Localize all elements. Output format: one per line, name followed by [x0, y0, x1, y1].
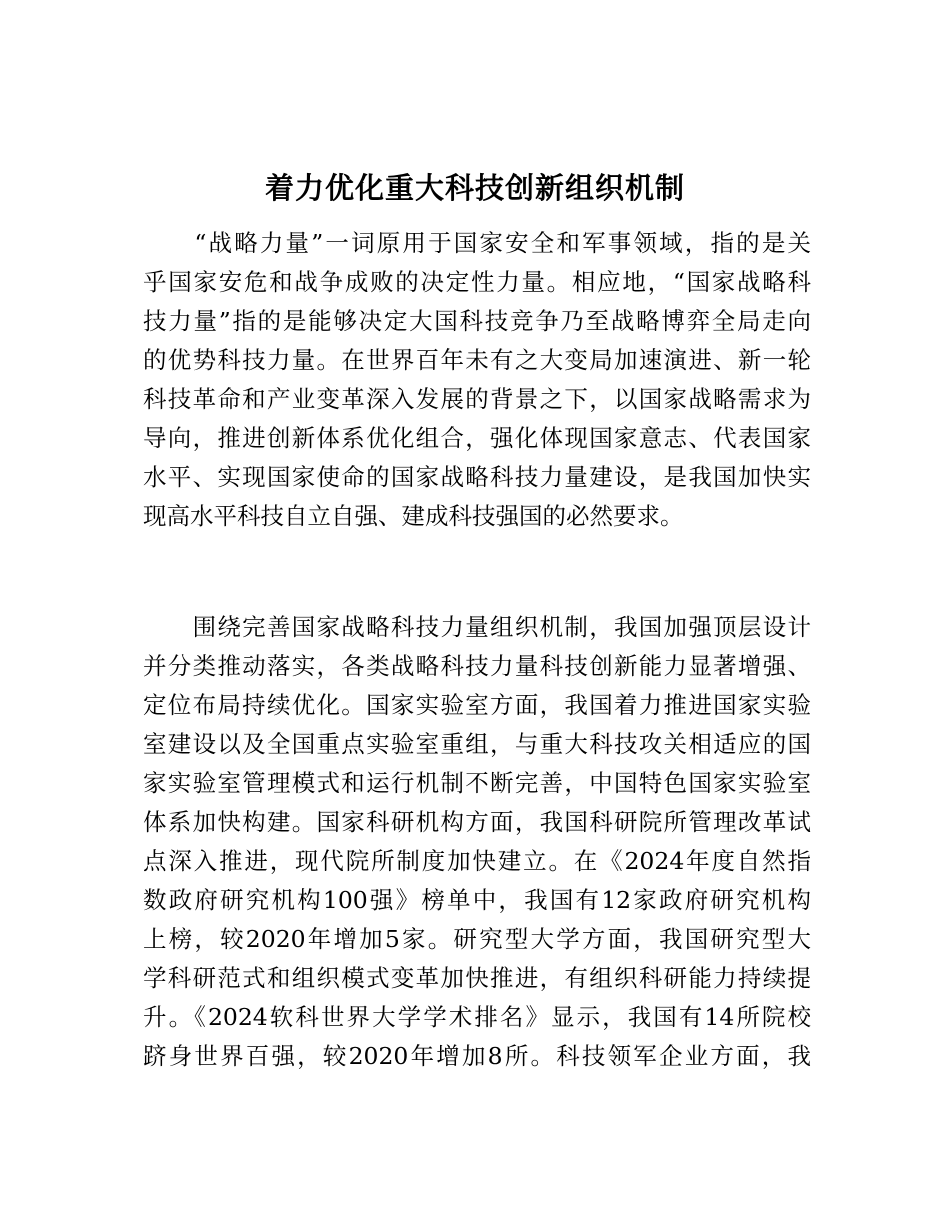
text-line: 家实验室管理模式和运行机制不断完善，中国特色国家实验室 — [143, 769, 811, 797]
text-line: 室建设以及全国重点实验室重组，与重大科技攻关相适应的国 — [143, 730, 811, 758]
text-line: 科技革命和产业变革深入发展的背景之下，以国家战略需求为 — [143, 385, 811, 413]
text-line: “战略力量”一词原用于国家安全和军事领域，指的是关 — [143, 229, 811, 257]
text-line: 数政府研究机构100强》榜单中，我国有12家政府研究机构 — [143, 886, 811, 914]
text-line: 乎国家安危和战争成败的决定性力量。相应地，“国家战略科 — [143, 268, 811, 296]
text-line: 导向，推进创新体系优化组合，强化体现国家意志、代表国家 — [143, 424, 811, 452]
text-line: 技力量”指的是能够决定大国科技竞争乃至战略博弈全局走向 — [143, 307, 811, 335]
text-line: 现高水平科技自立自强、建成科技强国的必然要求。 — [143, 502, 684, 530]
text-line: 的优势科技力量。在世界百年未有之大变局加速演进、新一轮 — [143, 346, 811, 374]
text-line: 学科研范式和组织模式变革加快推进，有组织科研能力持续提 — [143, 964, 811, 992]
text-line: 围绕完善国家战略科技力量组织机制，我国加强顶层设计 — [143, 613, 811, 641]
document-title: 着力优化重大科技创新组织机制 — [264, 171, 685, 205]
text-line: 跻身世界百强，较2020年增加8所。科技领军企业方面，我 — [143, 1042, 811, 1070]
text-line: 点深入推进，现代院所制度加快建立。在《2024年度自然指 — [143, 847, 811, 875]
text-line: 并分类推动落实，各类战略科技力量科技创新能力显著增强、 — [143, 652, 811, 680]
text-line: 上榜，较2020年增加5家。研究型大学方面，我国研究型大 — [143, 925, 811, 953]
text-line: 定位布局持续优化。国家实验室方面，我国着力推进国家实验 — [143, 691, 811, 719]
paragraph-1 — [143, 224, 811, 536]
text-line: 水平、实现国家使命的国家战略科技力量建设，是我国加快实 — [143, 463, 811, 491]
text-line: 体系加快构建。国家科研机构方面，我国科研院所管理改革试 — [143, 808, 811, 836]
text-line: 升。《2024软科世界大学学术排名》显示，我国有14所院校 — [143, 1003, 811, 1031]
paragraph-2 — [143, 608, 811, 1076]
